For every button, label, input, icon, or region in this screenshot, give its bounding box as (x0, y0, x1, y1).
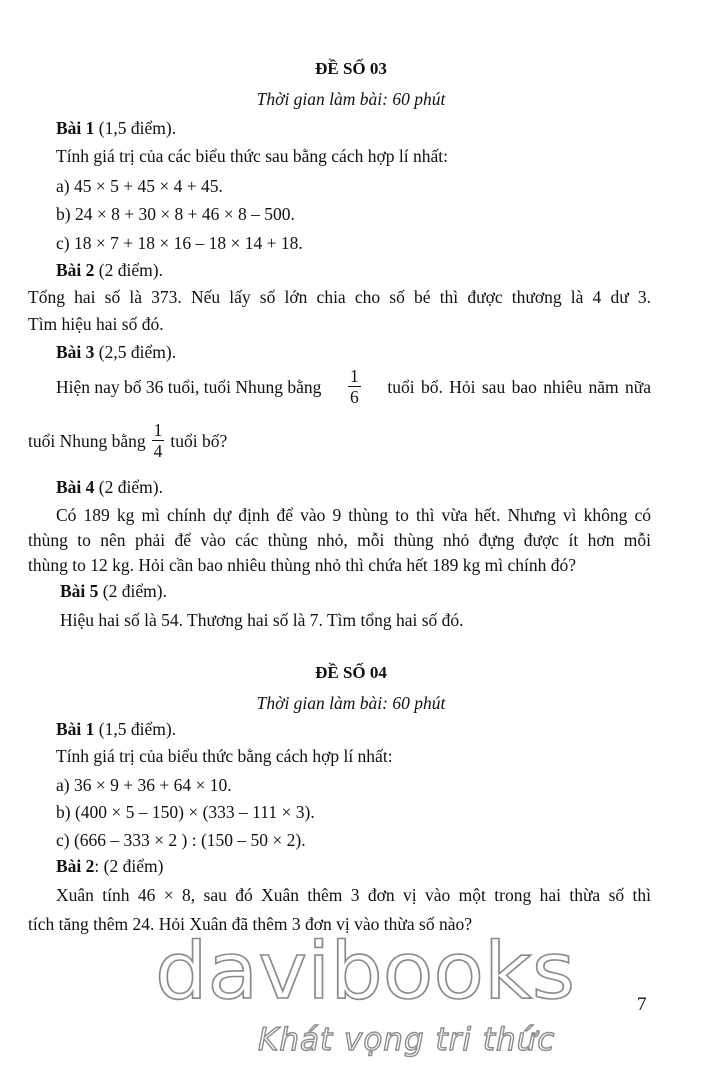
exam3-bai3-heading (56, 341, 176, 363)
fraction-one-quarter: $\frac{1}{4}$ (153, 420, 163, 461)
exam4-bai1-b: b) (400 × 5 – 150) × (333 – 111 × 3). (56, 802, 315, 822)
exam3-bai1-a: a) 45 × 5 + 45 × 4 + 45. (56, 176, 223, 196)
exam3-title: ĐỀ SỐ 03 (315, 59, 387, 78)
fraction-one-sixth: $\frac{1}{6}$ (350, 366, 359, 407)
exam4-bai1-intro: Tính giá trị của biểu thức bằng cách hợp lí nhất: (56, 746, 393, 766)
exam4-bai1-a: a) 36 × 9 + 36 + 64 × 10. (56, 775, 232, 795)
exam4-bai2-points: : (2 điểm) (94, 856, 164, 876)
exam3-bai1-points: (1,5 điểm). (94, 118, 177, 138)
exam4-bai2-line2: tích tăng thêm 24. Hỏi Xuân đã thêm 3 đơn vị vào thừa số nào? (28, 914, 472, 934)
exam3-bai3-line1-post: tuổi bố. Hỏi sau bao nhiêu năm nữa (387, 376, 651, 397)
watermark-slogan: Khát vọng tri thức (258, 1022, 556, 1058)
exam3-bai3-line1 (56, 366, 651, 407)
exam4-bai2-label: Bài 2 (56, 856, 95, 876)
exam3-bai5-line1: Hiệu hai số là 54. Thương hai số là 7. Tìm tổng hai số đó. (60, 610, 464, 630)
exam3-bai2-line1: Tổng hai số là 373. Nếu lấy số lớn chia cho số bé thì được thương là 4 dư 3. (28, 287, 651, 307)
exam3-time: Thời gian làm bài: 60 phút (256, 89, 446, 109)
exam3-bai3-line2-post: tuổi bố? (170, 430, 228, 451)
exam3-bai4-heading (56, 476, 163, 498)
exam3-bai5-label: Bài 5 (60, 581, 99, 601)
exam3-bai3-label: Bài 3 (56, 342, 95, 362)
exam4-bai1-heading (56, 718, 176, 740)
exam3-bai4-line3: thùng to 12 kg. Hỏi cần bao nhiêu thùng nhỏ thì chứa hết 189 kg mì chính đó? (28, 555, 577, 575)
exam3-bai1-label: Bài 1 (56, 118, 95, 138)
exam3-bai1-heading (56, 117, 176, 139)
exam3-bai3-line1-pre: Hiện nay bố 36 tuổi, tuổi Nhung bằng (56, 376, 322, 397)
exam3-bai2-label: Bài 2 (56, 260, 95, 280)
exam4-bai2-line1: Xuân tính 46 × 8, sau đó Xuân thêm 3 đơn vị vào một trong hai thừa số thì (56, 885, 651, 905)
exam4-bai1-label: Bài 1 (56, 719, 95, 739)
exam3-bai5-heading (60, 580, 167, 602)
exam3-bai4-points: (2 điểm). (94, 477, 163, 497)
exam4-bai1-points: (1,5 điểm). (94, 719, 177, 739)
exam3-bai2-line2: Tìm hiệu hai số đó. (28, 314, 164, 334)
exam3-bai3-line2-pre: tuổi Nhung bằng (28, 430, 146, 451)
exam3-bai1-b: b) 24 × 8 + 30 × 8 + 46 × 8 – 500. (56, 204, 295, 224)
exam3-bai4-line2: thùng to nên phải để vào các thùng nhỏ, mỗi thùng nhỏ đựng được ít hơn mỗi (28, 530, 651, 550)
exam4-time: Thời gian làm bài: 60 phút (256, 693, 446, 713)
watermark-brand: davibooks (155, 936, 575, 1006)
exam4-bai2-heading (56, 855, 163, 877)
exam3-bai1-c: c) 18 × 7 + 18 × 16 – 18 × 14 + 18. (56, 233, 303, 253)
exam3-bai2-points: (2 điểm). (94, 260, 163, 280)
exam4-bai1-c: c) (666 – 333 × 2 ) : (150 – 50 × 2). (56, 830, 306, 850)
exam3-bai1-intro: Tính giá trị của các biểu thức sau bằng cách hợp lí nhất: (56, 146, 448, 166)
exam3-bai4-line1: Có 189 kg mì chính dự định để vào 9 thùng to thì vừa hết. Nhưng vì không có (56, 505, 651, 525)
exam3-bai3-points: (2,5 điểm). (94, 342, 177, 362)
davibooks-watermark-logo (150, 936, 580, 1006)
page-number: 7 (637, 994, 647, 1015)
exam3-bai5-points: (2 điểm). (98, 581, 167, 601)
exam3-bai3-line2 (28, 420, 227, 461)
exam3-bai4-label: Bài 4 (56, 477, 95, 497)
exam3-bai2-heading (56, 259, 163, 281)
exam4-title: ĐỀ SỐ 04 (315, 663, 387, 682)
